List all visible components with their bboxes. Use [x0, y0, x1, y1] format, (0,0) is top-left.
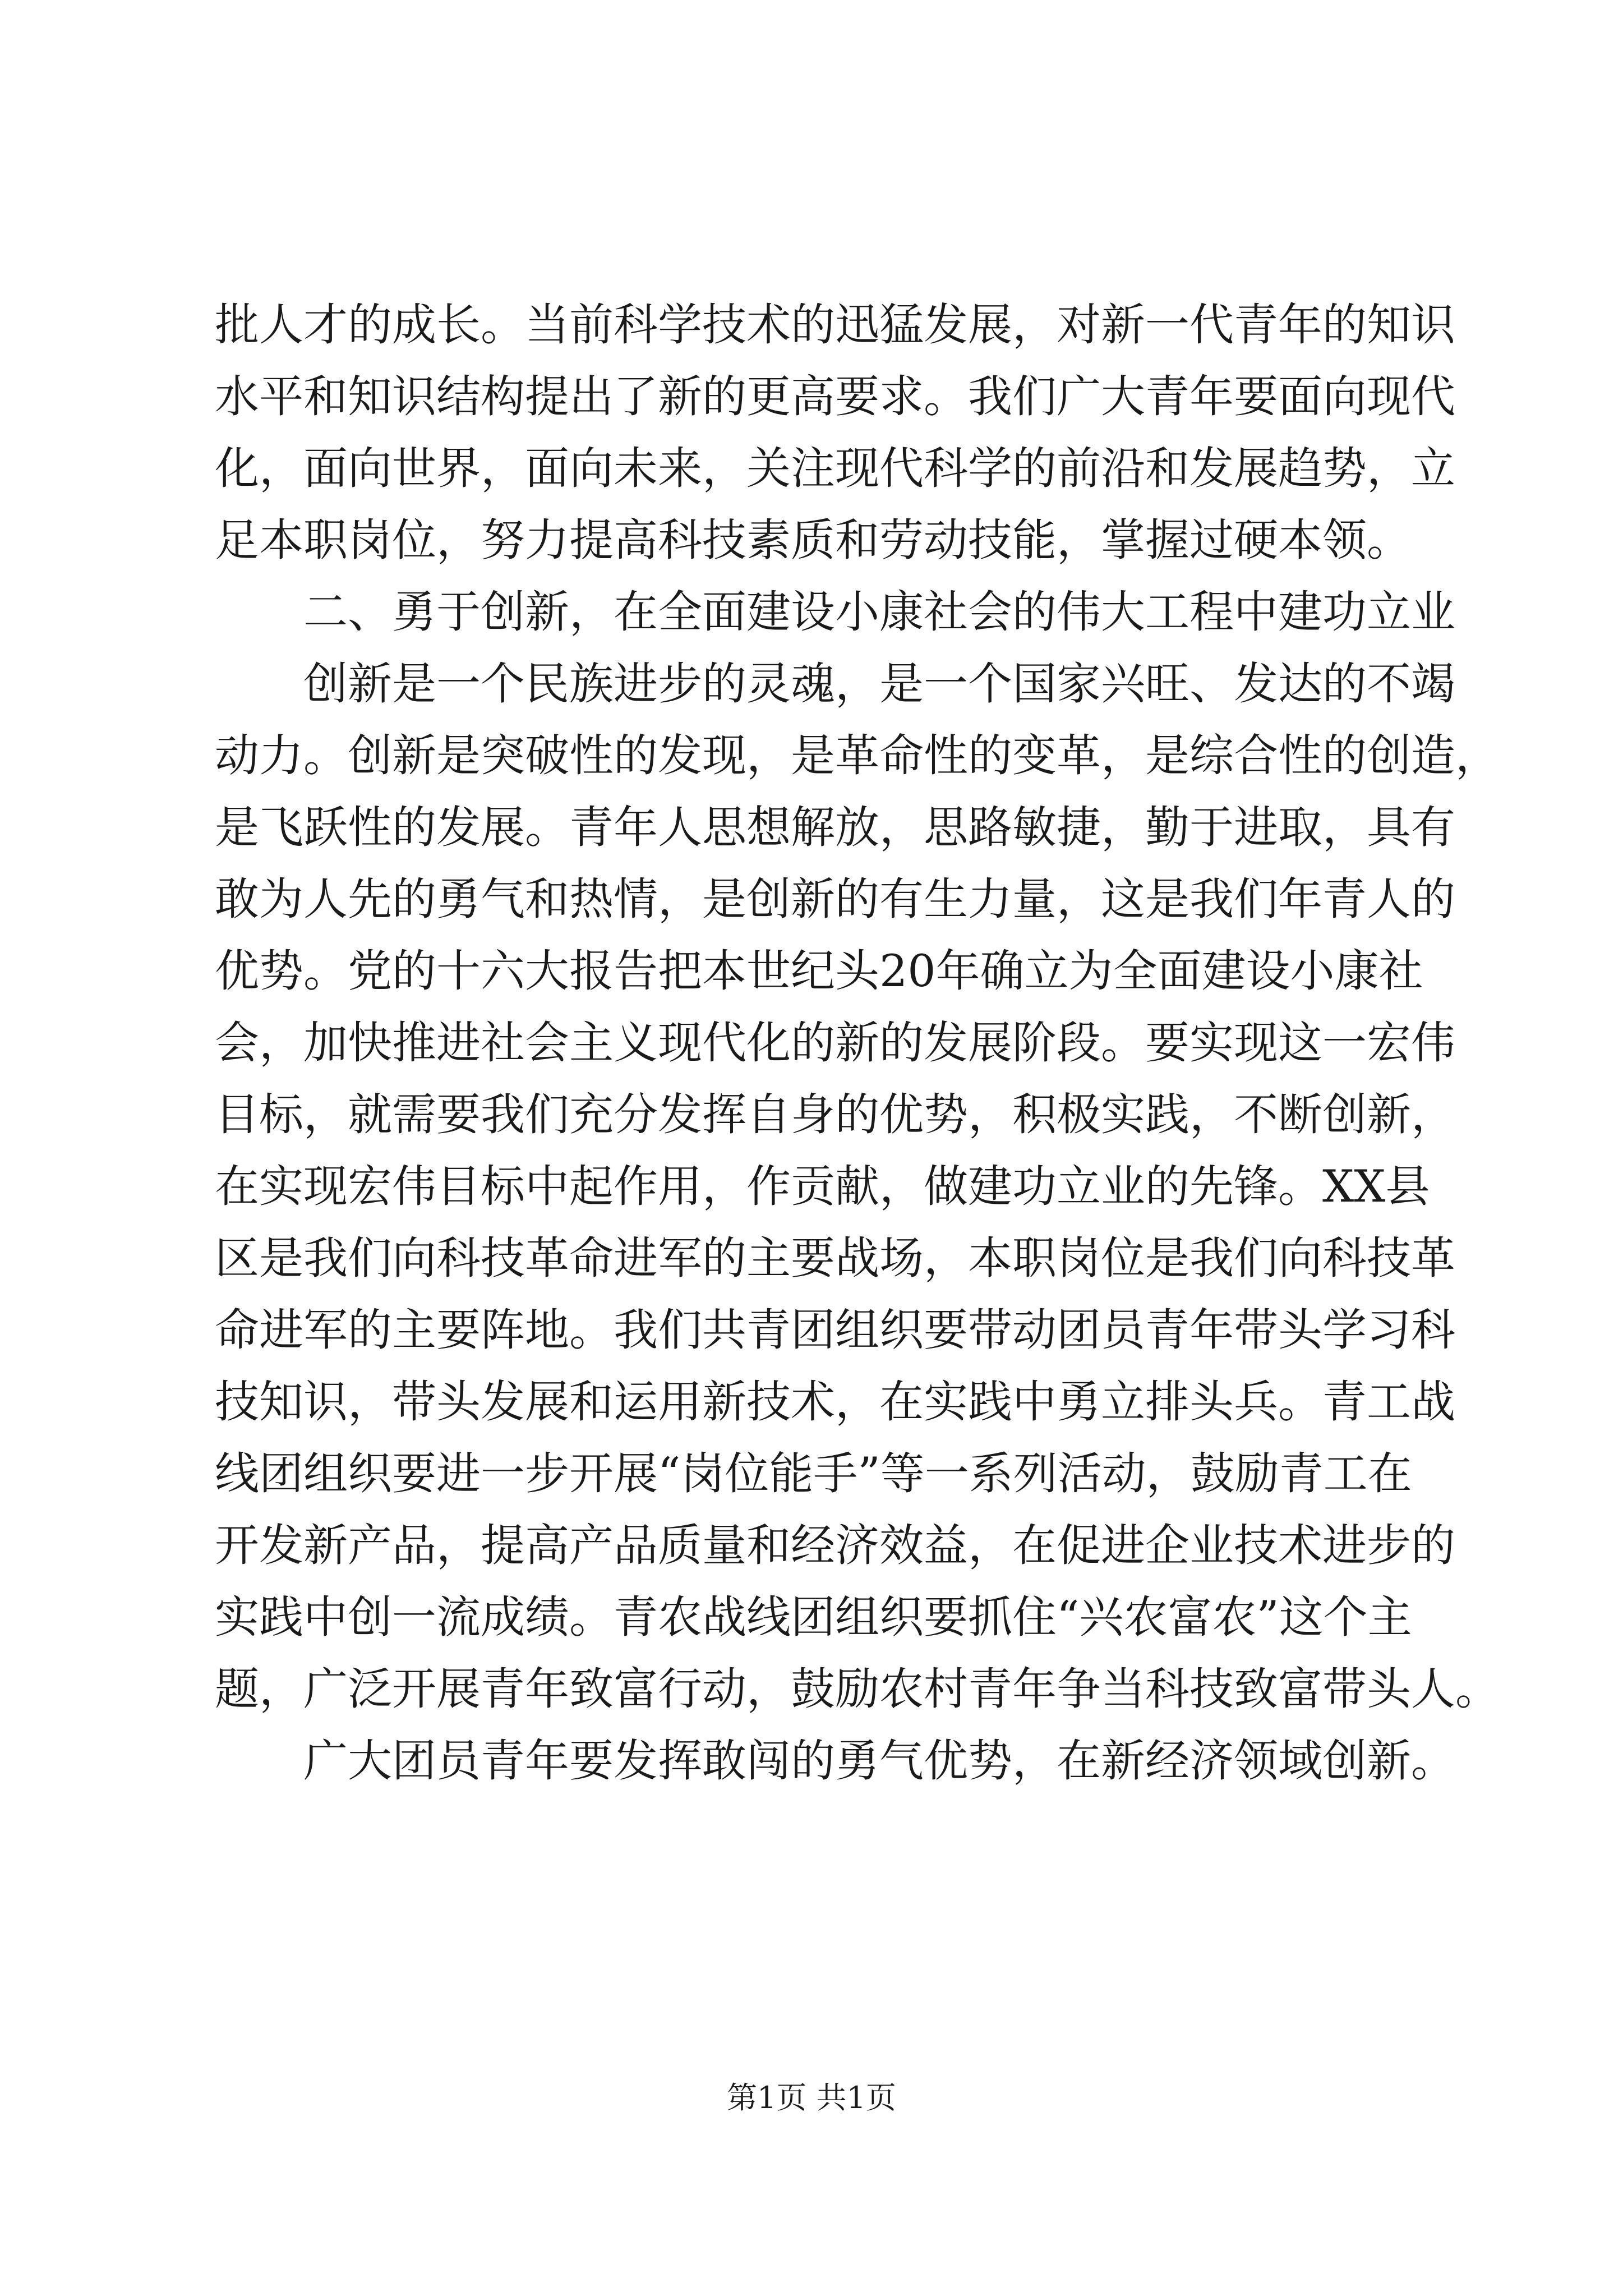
- document-body: [215, 289, 1500, 1797]
- text-line-9: 敢为人先的勇气和热情，是创新的有生力量，这是我们年青人的: [215, 873, 1455, 925]
- text-line-1: 批人才的成长。当前科学技术的迅猛发展，对新一代青年的知识: [215, 299, 1455, 351]
- text-line-13: 在实现宏伟目标中起作用，作贡献，做建功立业的先锋。XX县: [215, 1161, 1430, 1212]
- section-heading: 二、勇于创新，在全面建设小康社会的伟大工程中建功立业: [303, 586, 1455, 638]
- text-line-20: 题，广泛开展青年致富行动，鼓励农村青年争当科技致富带头人。: [215, 1663, 1500, 1715]
- text-line-21: 广大团员青年要发挥敢闯的勇气优势，在新经济领域创新。: [303, 1735, 1455, 1787]
- text-line-18: 开发新产品，提高产品质量和经济效益，在促进企业技术进步的: [215, 1520, 1455, 1571]
- page-footer: 第1页 共1页: [727, 2080, 896, 2115]
- text-line-6: 创新是一个民族进步的灵魂，是一个国家兴旺、发达的不竭: [303, 658, 1455, 710]
- text-line-2: 水平和知识结构提出了新的更高要求。我们广大青年要面向现代: [215, 371, 1455, 422]
- text-line-8: 是飞跃性的发展。青年人思想解放，思路敏捷，勤于进取，具有: [215, 802, 1455, 853]
- text-line-4: 足本职岗位，努力提高科技素质和劳动技能，掌握过硬本领。: [215, 514, 1411, 566]
- text-line-10: 优势。党的十六大报告把本世纪头20年确立为全面建设小康社: [215, 945, 1423, 997]
- text-line-16: 技知识，带头发展和运用新技术，在实践中勇立排头兵。青工战: [215, 1376, 1455, 1428]
- text-line-3: 化，面向世界，面向未来，关注现代科学的前沿和发展趋势，立: [215, 443, 1455, 494]
- text-line-19: 实践中创一流成绩。青农战线团组织要抓住“兴农富农”这个主: [215, 1591, 1412, 1643]
- text-line-14: 区是我们向科技革命进军的主要战场，本职岗位是我们向科技革: [215, 1232, 1455, 1284]
- text-line-15: 命进军的主要阵地。我们共青团组织要带动团员青年带头学习科: [215, 1304, 1455, 1356]
- text-line-7: 动力。创新是突破性的发现，是革命性的变革，是综合性的创造，: [215, 730, 1500, 781]
- text-line-12: 目标，就需要我们充分发挥自身的优势，积极实践，不断创新，: [215, 1089, 1455, 1140]
- text-line-11: 会，加快推进社会主义现代化的新的发展阶段。要实现这一宏伟: [215, 1017, 1455, 1069]
- text-line-17: 线团组织要进一步开展“岗位能手”等一系列活动，鼓励青工在: [215, 1448, 1412, 1499]
